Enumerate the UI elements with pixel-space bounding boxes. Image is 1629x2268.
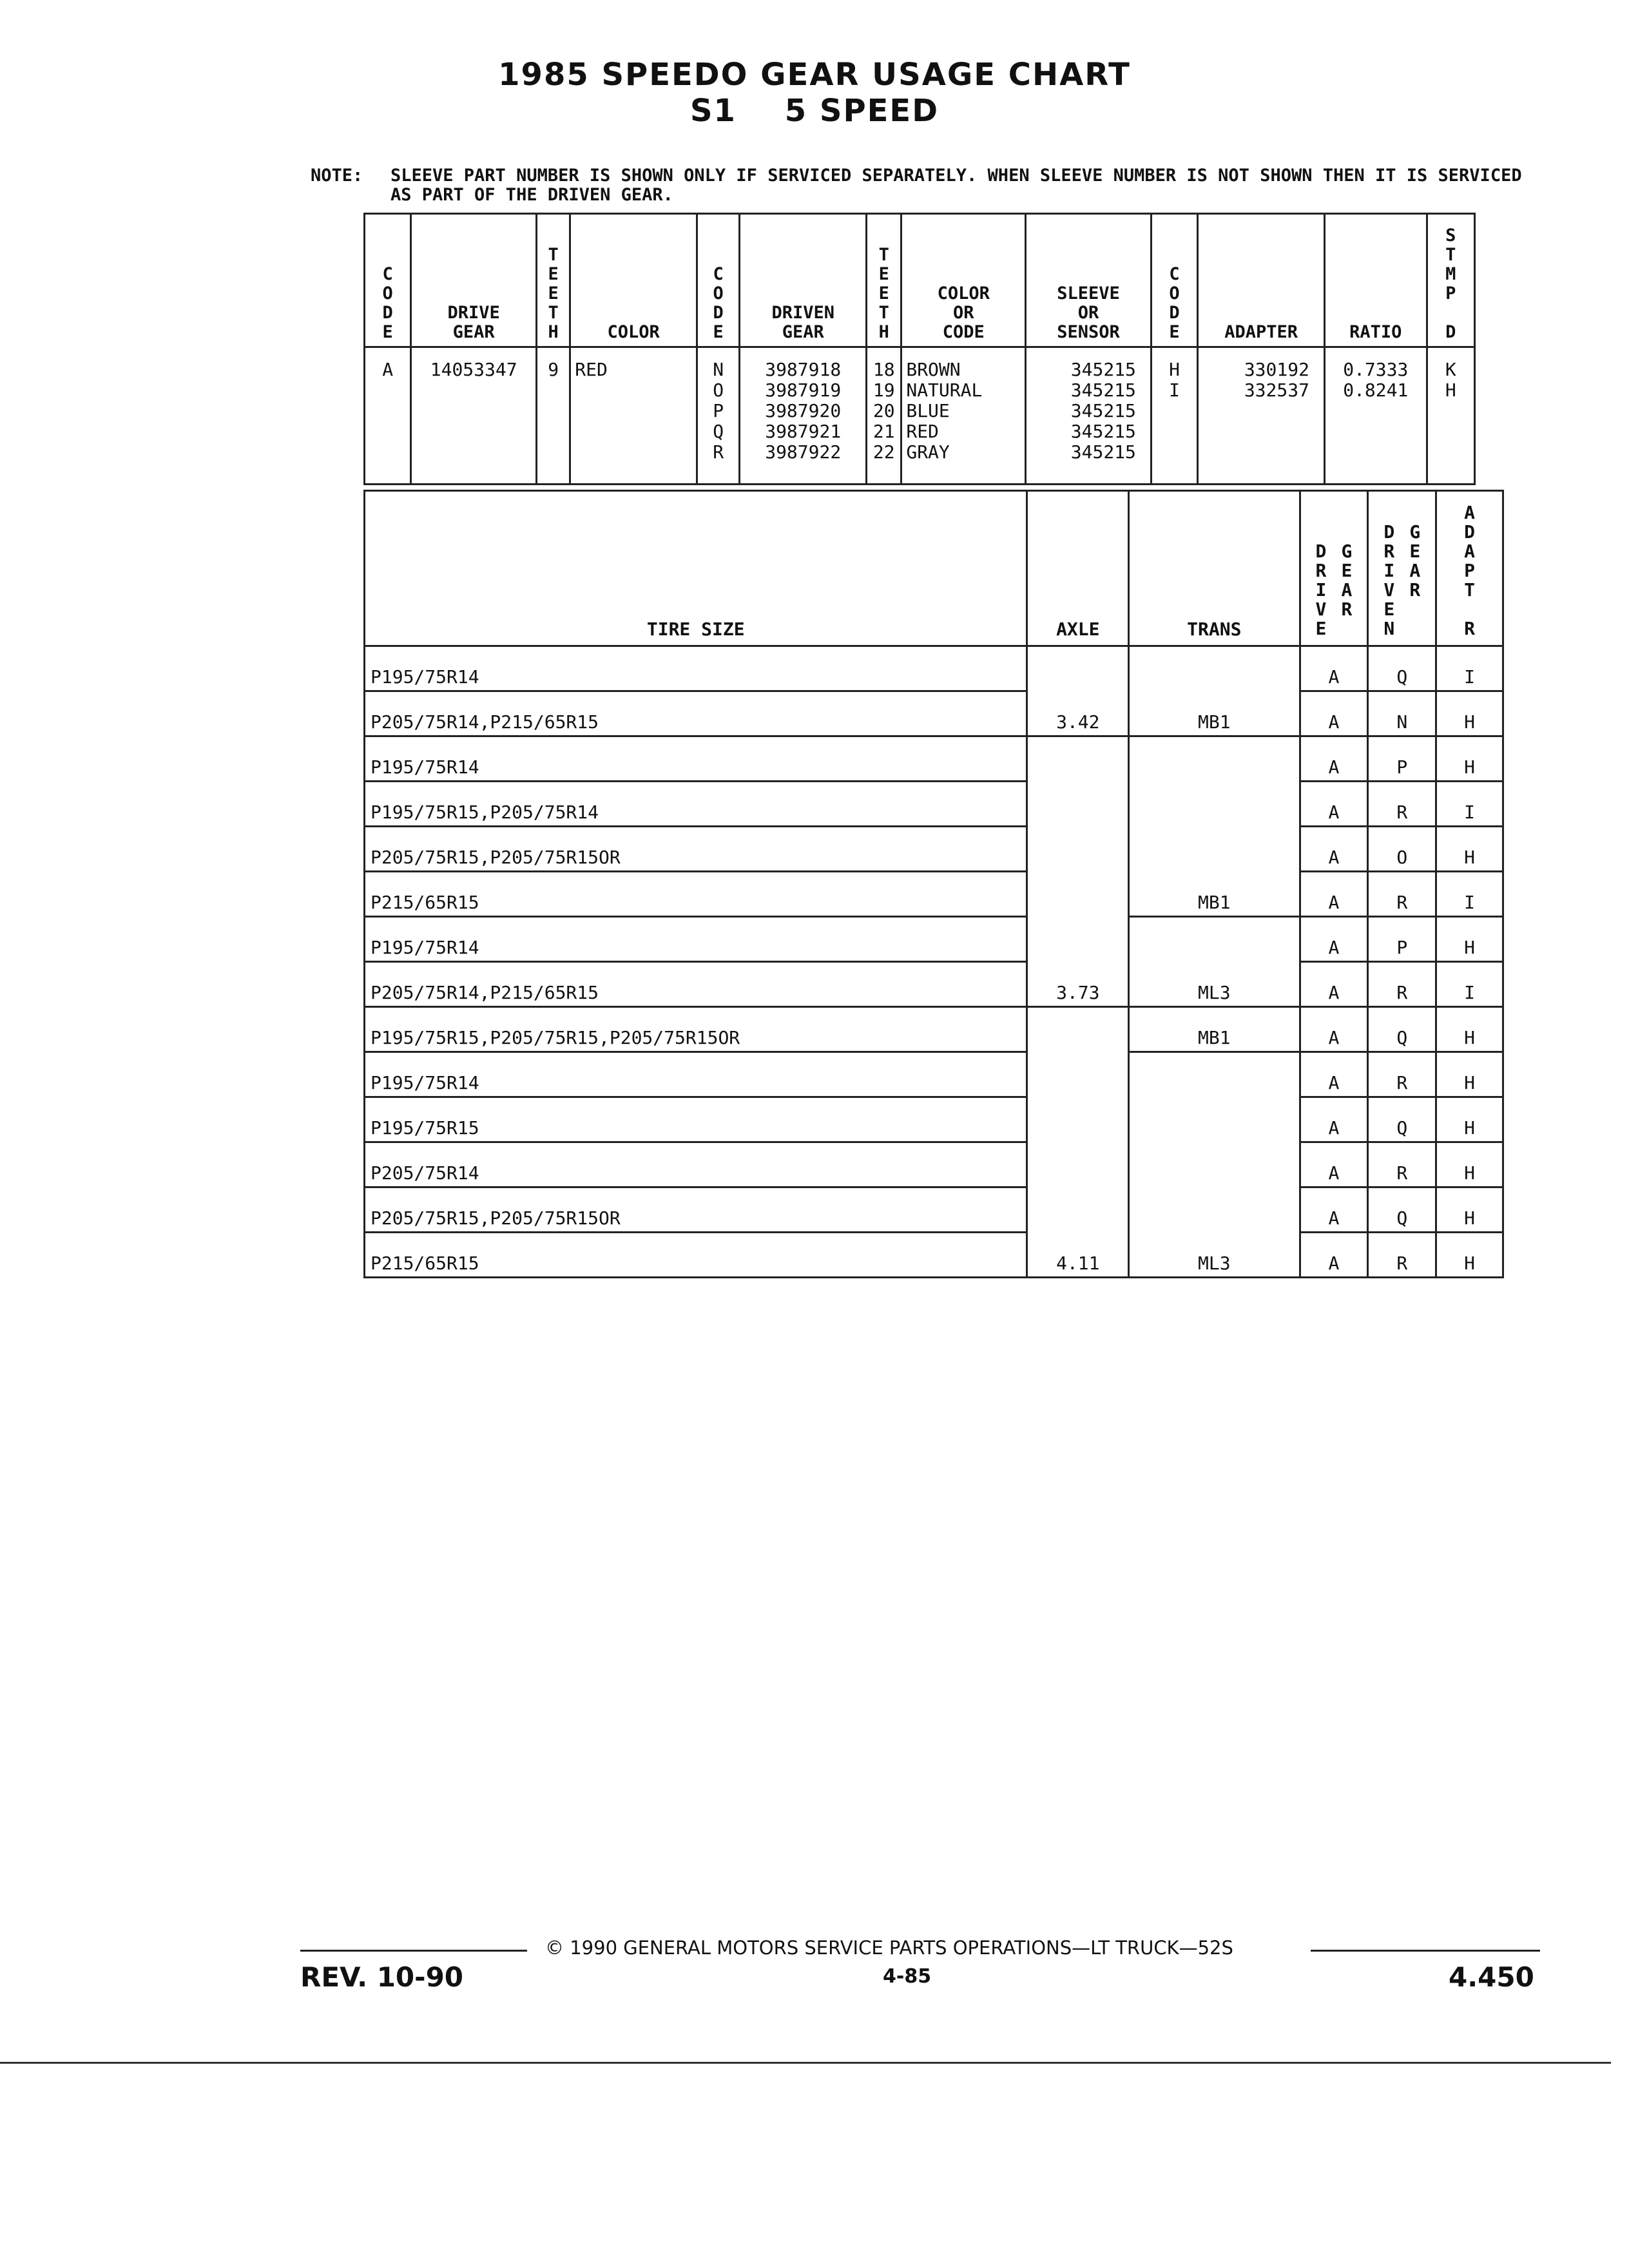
- header-color-or-code: [901, 214, 1026, 347]
- cell-driven-gear-values: 3987918 3987919 3987920 3987921 3987922: [765, 359, 842, 463]
- tire-size-cell: P205/75R15,P205/75R15OR: [365, 827, 1027, 872]
- trans-cell: MB1: [1129, 646, 1300, 736]
- header-drive-gear-label: DRIVE GEAR: [447, 303, 500, 342]
- adapter-cell: I: [1436, 872, 1503, 917]
- tire-size-cell: P215/65R15: [365, 872, 1027, 917]
- drive-gear-cell: A: [1300, 691, 1368, 736]
- drive-gear-cell: A: [1300, 646, 1368, 691]
- drive-gear-cell: A: [1300, 736, 1368, 782]
- cell-sleeve-values: 345215 345215 345215 345215 345215: [1070, 359, 1136, 463]
- pair-driven-gear: [1382, 523, 1422, 639]
- drive-gear-cell: A: [1300, 827, 1368, 872]
- gear-table-row: [365, 347, 1475, 485]
- tire-size-cell: P195/75R14: [365, 917, 1027, 962]
- table-row: [365, 1007, 1503, 1052]
- pair-part: D R I V E N: [1383, 521, 1395, 639]
- header-axle: AXLE: [1027, 491, 1129, 646]
- header-teeth-1: [537, 214, 570, 347]
- page-title: [0, 57, 1629, 129]
- tire-size-cell: P195/75R15,P205/75R14: [365, 782, 1027, 827]
- table-row: [365, 782, 1503, 827]
- trans-cell: MB1: [1129, 736, 1300, 917]
- adapter-cell: H: [1436, 827, 1503, 872]
- pair-part: D R I V E: [1315, 541, 1327, 639]
- cell-driven-gear: [740, 347, 867, 485]
- gear-table: [363, 213, 1476, 485]
- table-row: [365, 646, 1503, 691]
- note-label: NOTE:: [311, 166, 363, 186]
- drive-gear-cell: A: [1300, 1007, 1368, 1052]
- drive-gear-cell: A: [1300, 917, 1368, 962]
- table-row: [365, 872, 1503, 917]
- trans-cell: MB1: [1129, 1007, 1300, 1052]
- cell-code-1: A: [365, 347, 411, 485]
- cell-adapter: [1198, 347, 1325, 485]
- adapter-cell: H: [1436, 1052, 1503, 1097]
- table-row: [365, 1142, 1503, 1187]
- table-row: [365, 691, 1503, 736]
- cell-sleeve: [1026, 347, 1152, 485]
- cell-teeth-2: [867, 347, 901, 485]
- cell-color: RED: [570, 347, 697, 485]
- driven-gear-cell: P: [1368, 736, 1436, 782]
- trans-cell: ML3: [1129, 917, 1300, 1007]
- header-ratio: [1324, 214, 1427, 347]
- stack-code-3: C O D E: [1169, 264, 1180, 342]
- tire-size-cell: P215/65R15: [365, 1233, 1027, 1278]
- drive-gear-cell: A: [1300, 872, 1368, 917]
- header-driven-gear-label: DRIVEN GEAR: [771, 303, 834, 342]
- header-adapter: [1198, 214, 1325, 347]
- tire-size-cell: P195/75R15,P205/75R15,P205/75R15OR: [365, 1007, 1027, 1052]
- header-sleeve-label: SLEEVE OR SENSOR: [1057, 284, 1120, 342]
- header-code-1: [365, 214, 411, 347]
- title-line-2: S1 5 SPEED: [689, 93, 940, 129]
- cell-ratio: [1324, 347, 1427, 485]
- driven-gear-cell: R: [1368, 1142, 1436, 1187]
- tire-size-cell: P195/75R14: [365, 1052, 1027, 1097]
- header-drive-gear-2: [1300, 491, 1368, 646]
- footer-rev: REV. 10-90: [300, 1961, 464, 1993]
- adapter-cell: H: [1436, 1233, 1503, 1278]
- stack-code-2: C O D E: [713, 264, 724, 342]
- table-row: [365, 1097, 1503, 1142]
- header-ratio-label: RATIO: [1349, 322, 1402, 342]
- driven-gear-cell: Q: [1368, 1007, 1436, 1052]
- drive-gear-cell: A: [1300, 1097, 1368, 1142]
- axle-cell: 3.73: [1027, 736, 1129, 1007]
- footer-number: 4.450: [1449, 1961, 1534, 1993]
- trans-cell: ML3: [1129, 1052, 1300, 1278]
- cell-drive-gear: 14053347: [411, 347, 537, 485]
- cell-code-2-values: N O P Q R: [713, 359, 724, 463]
- adapter-cell: I: [1436, 962, 1503, 1007]
- cell-code-3: [1151, 347, 1197, 485]
- driven-gear-cell: R: [1368, 872, 1436, 917]
- drive-gear-cell: A: [1300, 1187, 1368, 1233]
- table-row: [365, 1233, 1503, 1278]
- driven-gear-cell: P: [1368, 917, 1436, 962]
- driven-gear-cell: Q: [1368, 1097, 1436, 1142]
- driven-gear-cell: R: [1368, 1233, 1436, 1278]
- header-code-2: [697, 214, 740, 347]
- header-adapter-2: [1436, 491, 1503, 646]
- header-trans: TRANS: [1129, 491, 1300, 646]
- tire-size-cell: P205/75R15,P205/75R15OR: [365, 1187, 1027, 1233]
- cell-adapter-values: 330192 332537: [1244, 359, 1309, 401]
- pair-part: G E A R: [1409, 521, 1421, 601]
- adapter-cell: H: [1436, 1097, 1503, 1142]
- stack-adapter-2: A D A P T R: [1464, 502, 1476, 639]
- cell-teeth-1: 9: [537, 347, 570, 485]
- title-line-1: 1985 SPEEDO GEAR USAGE CHART: [498, 57, 1131, 93]
- table-row: [365, 1187, 1503, 1233]
- header-stmpd: [1427, 214, 1474, 347]
- table-row: [365, 1052, 1503, 1097]
- adapter-cell: H: [1436, 736, 1503, 782]
- tire-size-cell: P195/75R14: [365, 646, 1027, 691]
- tire-size-cell: P205/75R14: [365, 1142, 1027, 1187]
- usage-table-body: [365, 646, 1503, 1278]
- adapter-cell: H: [1436, 1187, 1503, 1233]
- tire-size-cell: P205/75R14,P215/65R15: [365, 691, 1027, 736]
- header-teeth-2: [867, 214, 901, 347]
- tire-size-cell: P195/75R14: [365, 736, 1027, 782]
- table-row: [365, 962, 1503, 1007]
- drive-gear-cell: A: [1300, 1052, 1368, 1097]
- header-sleeve-or-sensor: [1026, 214, 1152, 347]
- cell-ratio-values: 0.7333 0.8241: [1343, 359, 1409, 401]
- axle-cell: 4.11: [1027, 1007, 1129, 1278]
- driven-gear-cell: Q: [1368, 1187, 1436, 1233]
- bottom-rule: [0, 2062, 1611, 2064]
- adapter-cell: I: [1436, 782, 1503, 827]
- note-text: SLEEVE PART NUMBER IS SHOWN ONLY IF SERVICED SEPARATELY. WHEN SLEEVE NUMBER IS NOT SHOWN THEN IT IS SERVICED AS PART OF THE DRIVEN GEAR.: [390, 166, 1522, 205]
- stack-code-1: C O D E: [382, 264, 393, 342]
- header-driven-gear: [740, 214, 867, 347]
- table-row: [365, 736, 1503, 782]
- tire-size-cell: P195/75R15: [365, 1097, 1027, 1142]
- footer-rule-right: [1311, 1950, 1540, 1952]
- cell-code-3-values: H I: [1169, 359, 1180, 401]
- usage-table-header: [365, 491, 1503, 646]
- driven-gear-cell: O: [1368, 827, 1436, 872]
- drive-gear-cell: A: [1300, 1142, 1368, 1187]
- drive-gear-cell: A: [1300, 1233, 1368, 1278]
- driven-gear-cell: Q: [1368, 646, 1436, 691]
- header-drive-gear: [411, 214, 537, 347]
- driven-gear-cell: R: [1368, 962, 1436, 1007]
- driven-gear-cell: R: [1368, 782, 1436, 827]
- stack-teeth-2: T E E T H: [878, 245, 889, 342]
- cell-stmpd-values: K H: [1445, 359, 1456, 401]
- cell-teeth-2-values: 18 19 20 21 22: [872, 359, 895, 463]
- drive-gear-cell: A: [1300, 782, 1368, 827]
- cell-stmpd: [1427, 347, 1474, 485]
- header-color: [570, 214, 697, 347]
- footer-rule-left: [300, 1950, 527, 1952]
- driven-gear-cell: N: [1368, 691, 1436, 736]
- usage-table: [363, 490, 1504, 1278]
- pair-drive-gear: [1314, 542, 1354, 639]
- cell-color-or-code-values: BROWN NATURAL BLUE RED GRAY: [906, 359, 983, 463]
- cell-code-2: [697, 347, 740, 485]
- table-row: [365, 827, 1503, 872]
- tire-size-cell: P205/75R14,P215/65R15: [365, 962, 1027, 1007]
- stack-stmpd: S T M P D: [1445, 226, 1456, 342]
- gear-table-header: [365, 214, 1475, 347]
- adapter-cell: H: [1436, 691, 1503, 736]
- header-code-3: [1151, 214, 1197, 347]
- adapter-cell: H: [1436, 1007, 1503, 1052]
- driven-gear-cell: R: [1368, 1052, 1436, 1097]
- adapter-cell: I: [1436, 646, 1503, 691]
- table-row: [365, 917, 1503, 962]
- drive-gear-cell: A: [1300, 962, 1368, 1007]
- header-driven-gear-2: [1368, 491, 1436, 646]
- header-color-or-code-label: COLOR OR CODE: [937, 284, 990, 342]
- footer-page: 4-85: [883, 1965, 932, 1988]
- pair-part: G E A R: [1341, 541, 1353, 620]
- header-adapter-label: ADAPTER: [1224, 322, 1298, 342]
- stack-teeth-1: T E E T H: [548, 245, 559, 342]
- adapter-cell: H: [1436, 917, 1503, 962]
- header-color-label: COLOR: [607, 322, 660, 342]
- header-tire-size: TIRE SIZE: [365, 491, 1027, 646]
- cell-color-or-code: [901, 347, 1026, 485]
- footer-copyright: © 1990 GENERAL MOTORS SERVICE PARTS OPERATIONS—LT TRUCK—52S: [545, 1937, 1233, 1959]
- adapter-cell: H: [1436, 1142, 1503, 1187]
- axle-cell: 3.42: [1027, 646, 1129, 736]
